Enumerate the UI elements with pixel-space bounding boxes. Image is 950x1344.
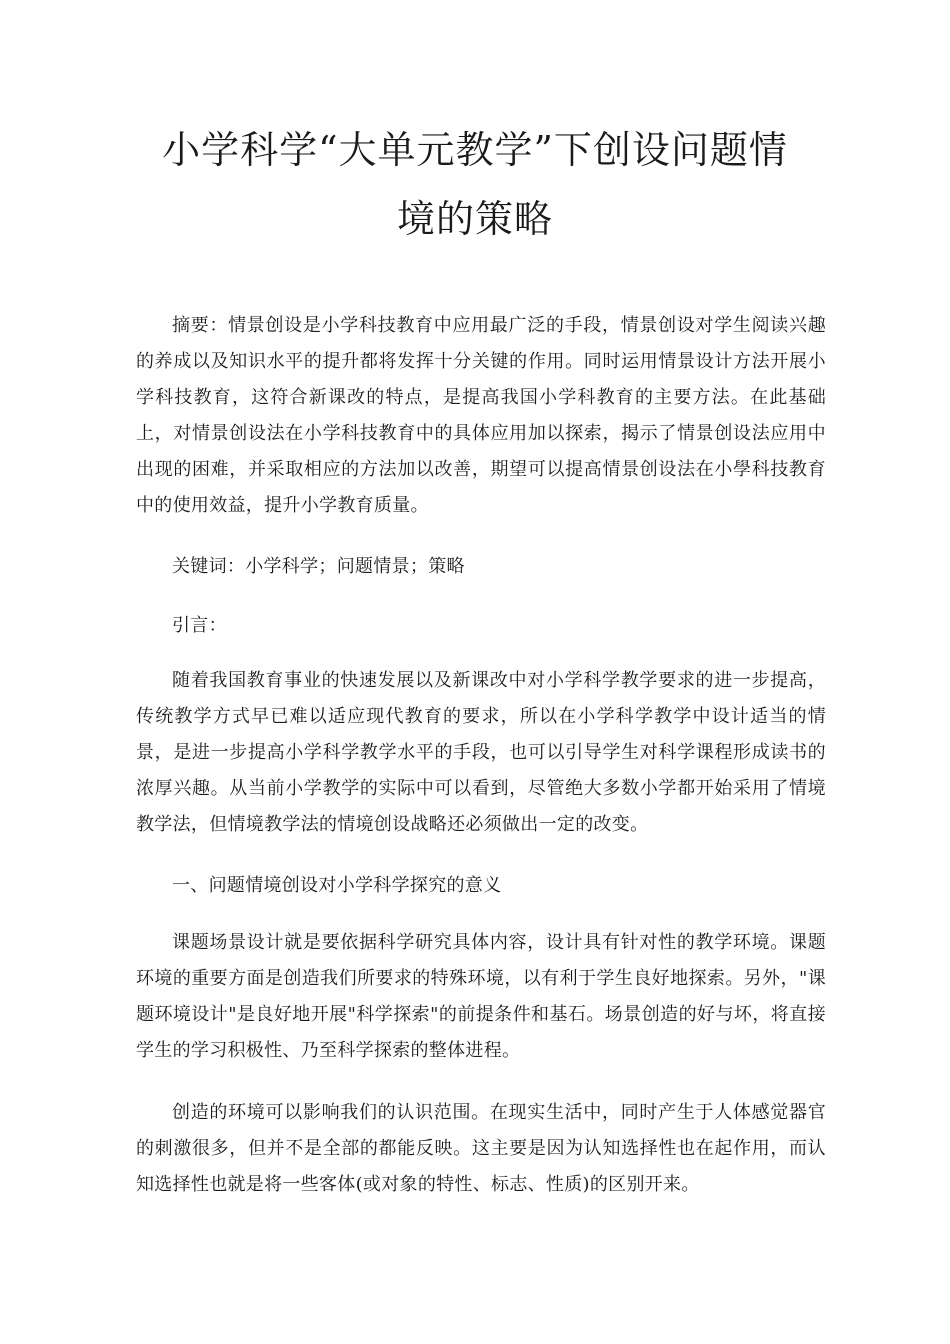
intro-heading: 引言： (172, 615, 227, 636)
document-title-line-1: 小学科学“大单元教学”下创设问题情 (162, 128, 788, 172)
section-1-paragraph-2: 创造的环境可以影响我们的认识范围。在现实生活中，同时产生于人体感觉器官的刺激很多，但并不是全部的都能反映。这主要是因为认知选择性也在起作用，而认知选择性也就是将一些客体(或对象的特性、标志、性质)的区别开来。 (136, 1102, 826, 1195)
abstract-paragraph: 摘要：情景创设是小学科技教育中应用最广泛的手段，情景创设对学生阅读兴趣的养成以及知识水平的提升都将发挥十分关键的作用。同时运用情景设计方法开展小学科技教育，这符合新课改的特点，是提高我国小学科教育的主要方法。在此基础上，对情景创设法在小学科技教育中的具体应用加以探索，揭示了情景创设法应用中出现的困难，并采取相应的方法加以改善，期望可以提高情景创设法在小學科技教育中的使用效益，提升小学教育质量。 (136, 315, 826, 516)
section-1-heading: 一、问题情境创设对小学科学探究的意义 (172, 875, 502, 896)
section-1-paragraph-1: 课题场景设计就是要依据科学研究具体内容，设计具有针对性的教学环境。课题环境的重要方面是创造我们所要求的特殊环境，以有利于学生良好地探索。另外，"课题环境设计"是良好地开展"科学探索"的前提条件和基石。场景创造的好与坏，将直接学生的学习积极性、乃至科学探索的整体进程。 (136, 932, 826, 1061)
keywords-line: 关键词：小学科学；问题情景；策略 (172, 556, 465, 577)
document-title-line-2: 境的策略 (396, 197, 553, 241)
intro-paragraph: 随着我国教育事业的快速发展以及新课改中对小学科学教学要求的进一步提高，传统教学方式早已难以适应现代教育的要求，所以在小学科学教学中设计适当的情景，是进一步提高小学科学教学水平的手段，也可以引导学生对科学课程形成读书的浓厚兴趣。从当前小学教学的实际中可以看到，尽管绝大多数小学都开始采用了情境教学法，但情境教学法的情境创设战略还必须做出一定的改变。 (136, 670, 826, 835)
